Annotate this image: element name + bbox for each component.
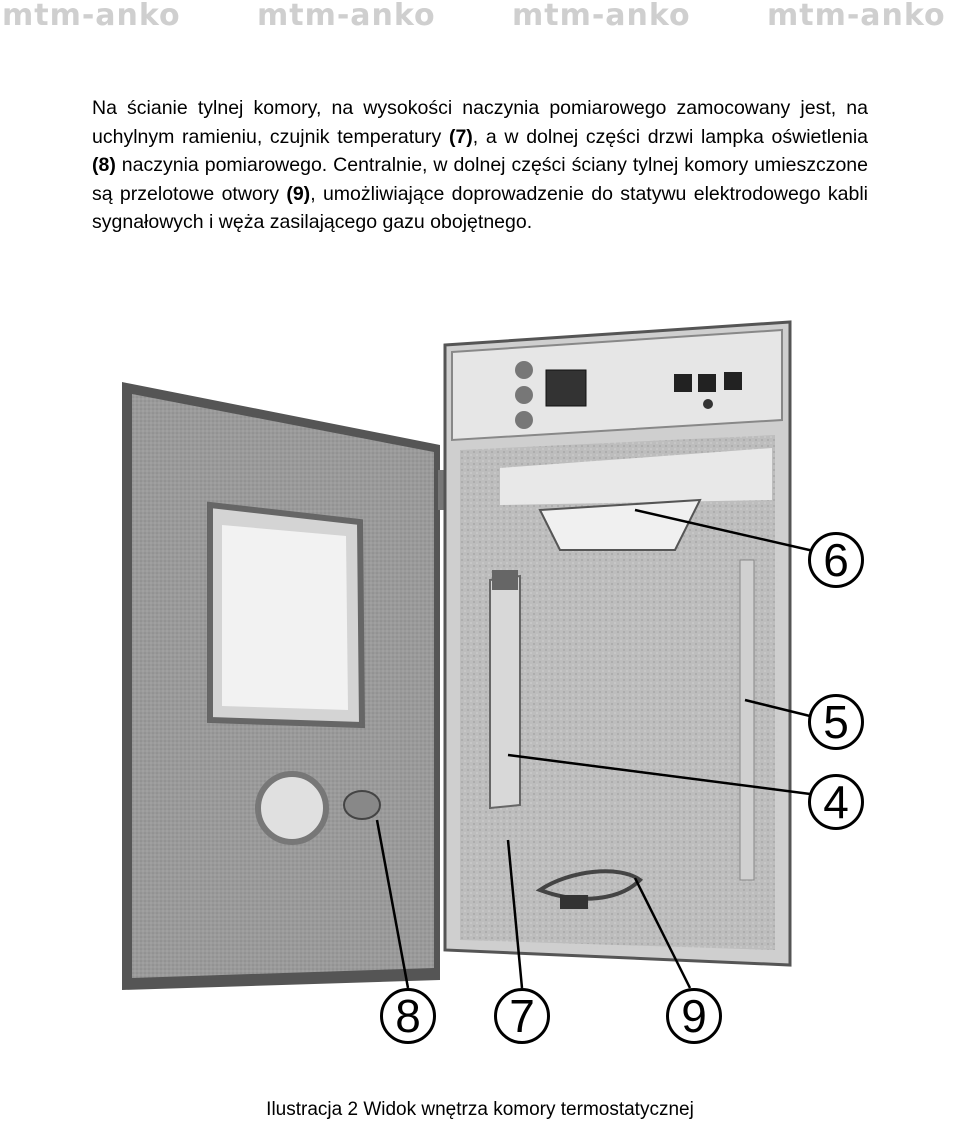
callout-label: 5 [823, 696, 849, 748]
callout-label: 6 [823, 534, 849, 586]
callout-4 [808, 774, 864, 830]
figure-caption: Ilustracja 2 Widok wnętrza komory termostatycznej [266, 1099, 694, 1120]
brand-logo: mtm-anko [512, 0, 691, 33]
text-run: , umożliwiające doprowadzenie do statywu elektrodowego kabli sygnałowych i węża zasilającego gazu obojętnego. [92, 182, 868, 234]
callout-label: 9 [681, 990, 707, 1042]
brand-logo: mtm-anko [257, 0, 436, 33]
door [122, 382, 446, 990]
ref-7: (7) [448, 125, 473, 148]
body-paragraph [92, 94, 868, 237]
text-run: , a w dolnej części drzwi lampka oświetlenia [472, 125, 868, 148]
header-logo-band [0, 0, 960, 36]
callout-label: 4 [823, 776, 849, 828]
callout-label: 7 [509, 990, 535, 1042]
chamber-figure [100, 300, 900, 1060]
callout-9 [666, 988, 722, 1044]
callout-label: 8 [395, 990, 421, 1042]
callout-8 [380, 988, 436, 1044]
cabinet [445, 322, 790, 965]
callout-7 [494, 988, 550, 1044]
brand-logo: mtm-anko [767, 0, 946, 33]
brand-logo: mtm-anko [2, 0, 181, 33]
callout-5 [808, 694, 864, 750]
chamber-illustration [100, 300, 900, 1060]
ref-9: (9) [286, 182, 311, 205]
ref-8: (8) [92, 154, 116, 177]
text-run: naczynia pomiarowego. Centralnie, w dolnej części ściany tylnej komory umieszczone są przelotowe otwory [92, 154, 868, 205]
text-run: Na ścianie tylnej komory, na wysokości naczynia pomiarowego zamocowany jest, na uchylnym ramieniu, czujnik temperatury [92, 97, 868, 148]
callout-6 [808, 532, 864, 588]
